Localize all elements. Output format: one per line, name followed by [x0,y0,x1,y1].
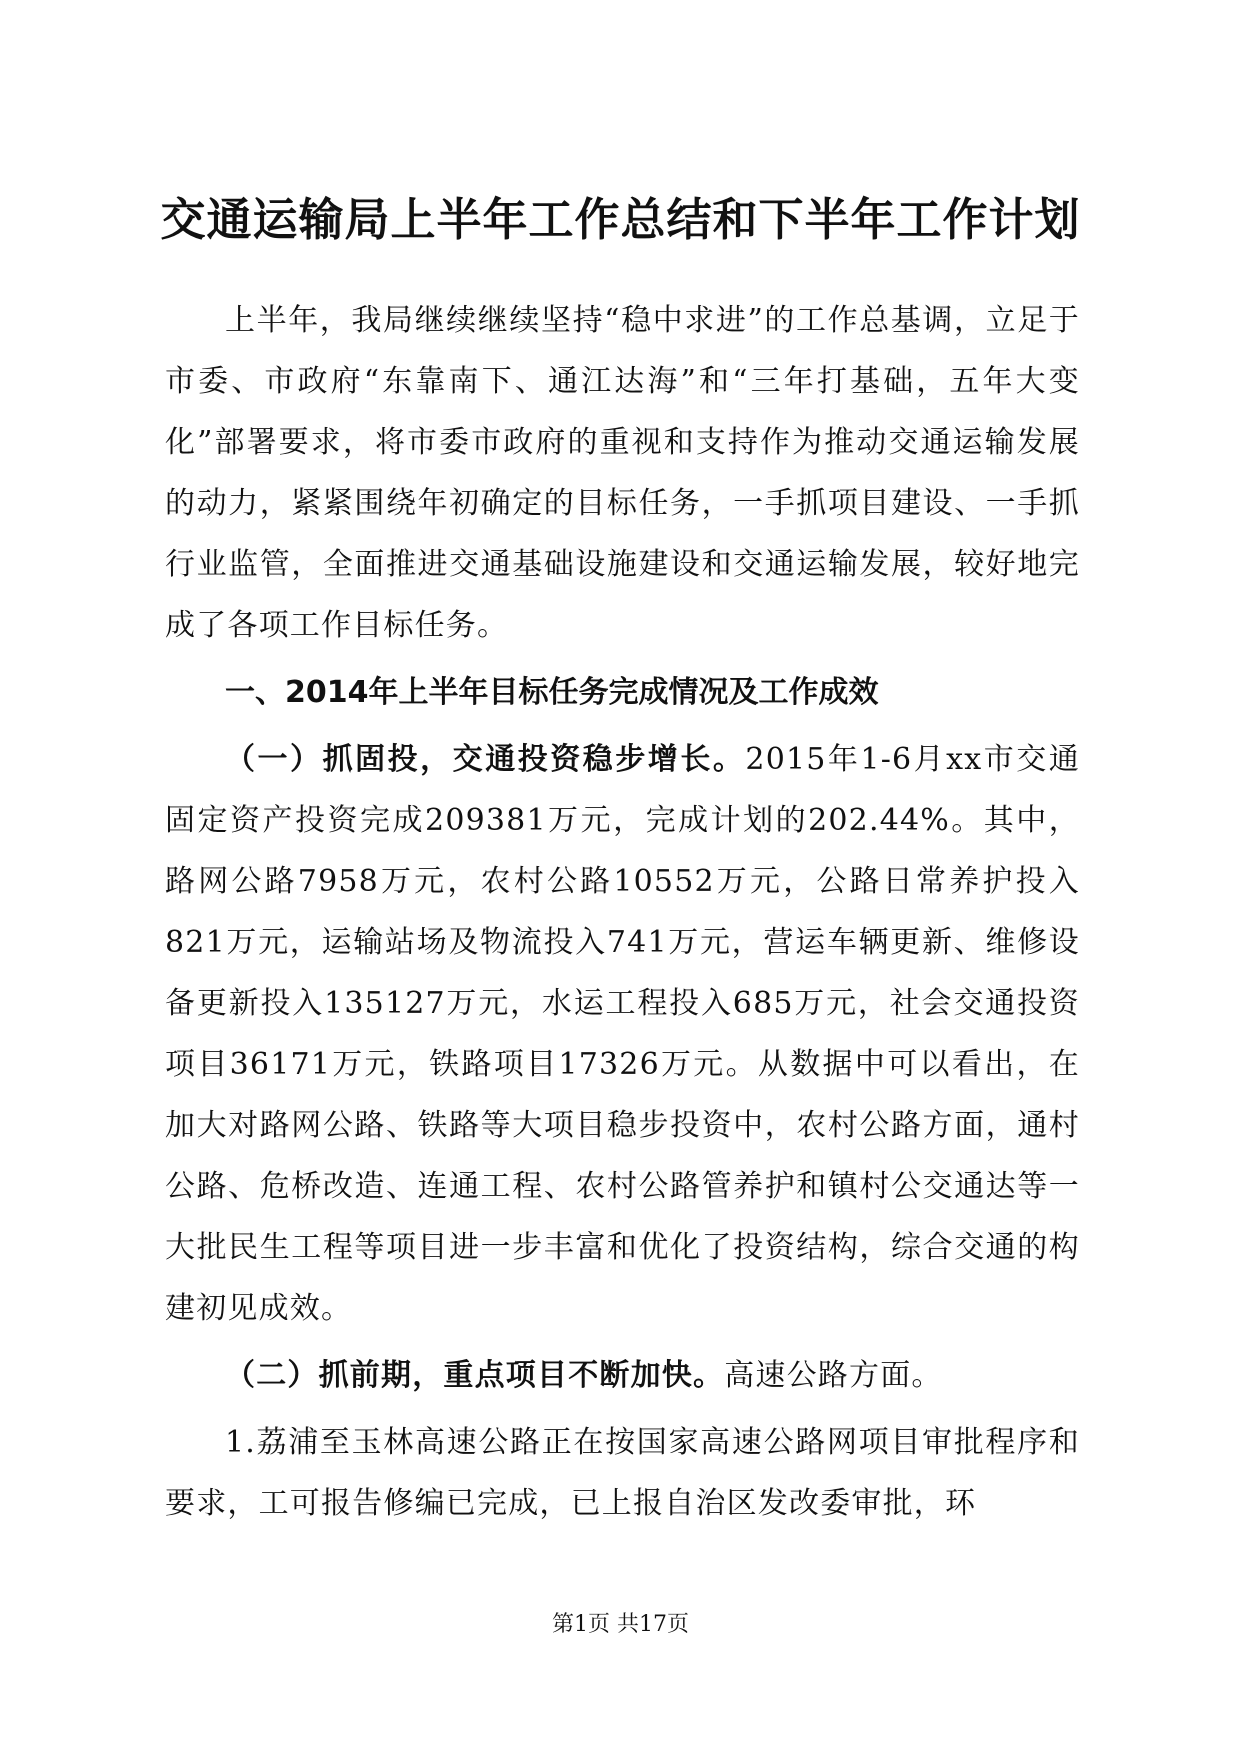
item-2-paragraph [165,1345,1080,1406]
item-2-text: 高速公路方面。 [724,1358,943,1393]
item-2-lead: （二）抓前期，重点项目不断加快。 [225,1358,725,1393]
page-number: 第1页 共17页 [552,1612,689,1637]
item-1-lead: （一）抓固投，交通投资稳步增长。 [225,742,746,777]
section-heading: 一、2014年上半年目标任务完成情况及工作成效 [225,675,879,710]
item-1-text: 2015年1-6月xx市交通固定资产投资完成209381万元，完成计划的202.44%。其中，路网公路7958万元，农村公路10552万元，公路日常养护投入821万元，运输站场及物流投入741万元，营运车辆更新、维修设备更新投入135127万元，水运工程投入685万元，社会交通投资项目36171万元，铁路项目17326万元。从数据中可以看出，在加大对路网公路、铁路等大项目稳步投资中，农村公路方面，通村公路、危桥改造、连通工程、农村公路管养护和镇村公交通达等一大批民生工程等项目进一步丰富和优化了投资结构，综合交通的构建初见成效。 [165,742,1081,1326]
document-body [165,290,1080,1540]
document-title: 交通运输局上半年工作总结和下半年工作计划 [160,193,1081,246]
item-1-paragraph [165,729,1080,1339]
intro-paragraph: 上半年，我局继续继续坚持“稳中求进”的工作总基调，立足于市委、市政府“东靠南下、通江达海”和“三年打基础，五年大变化”部署要求，将市委市政府的重视和支持作为推动交通运输发展的动力，紧紧围绕年初确定的目标任务，一手抓项目建设、一手抓行业监管，全面推进交通基础设施建设和交通运输发展，较好地完成了各项工作目标任务。 [165,303,1080,643]
subitem-1-paragraph: 1.荔浦至玉林高速公路正在按国家高速公路网项目审批程序和要求，工可报告修编已完成，已上报自治区发改委审批，环 [165,1425,1080,1521]
